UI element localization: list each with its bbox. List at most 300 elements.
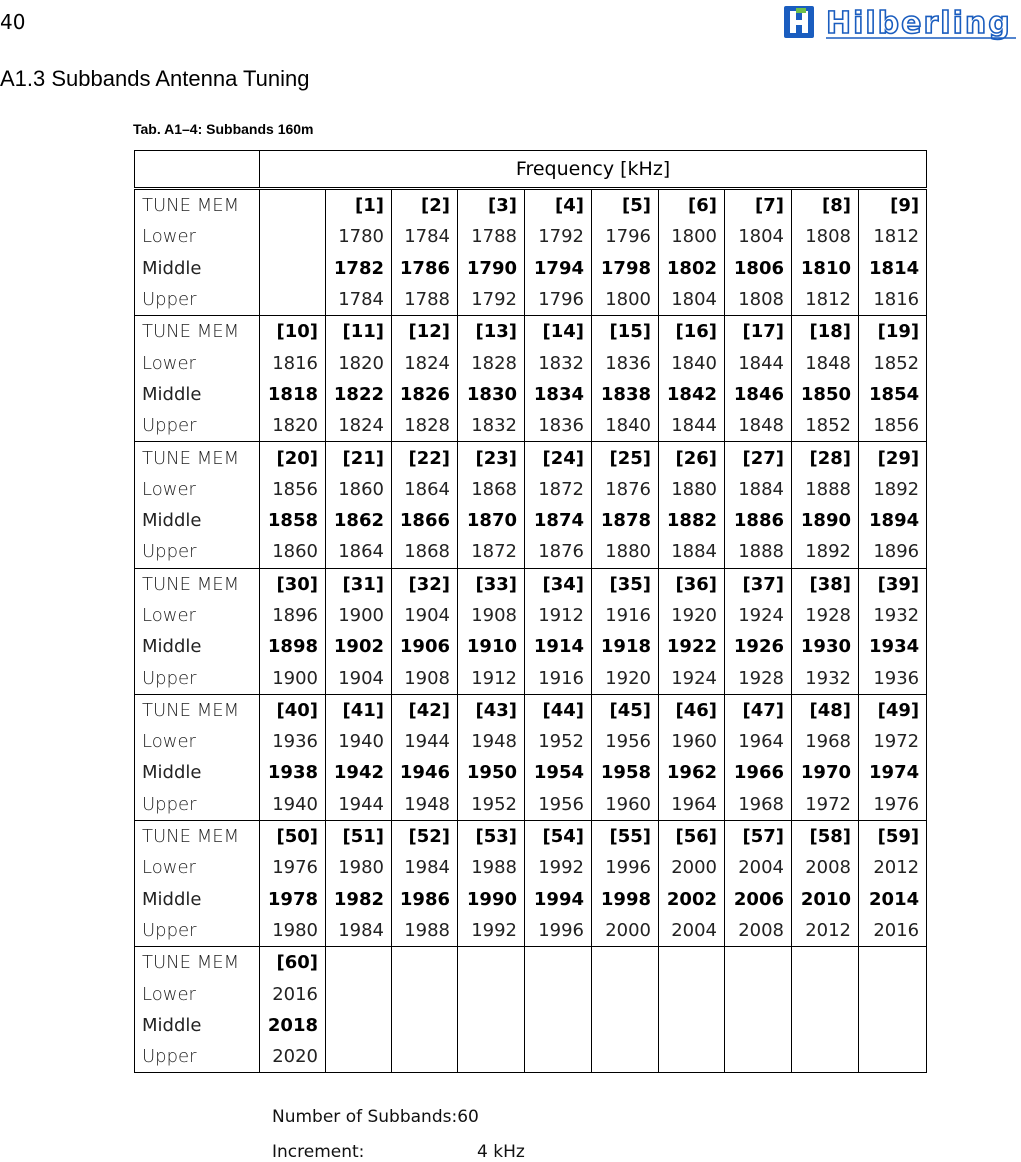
- upper-freq-cell: 2020: [260, 1041, 326, 1073]
- lower-freq-cell: 2000: [659, 852, 725, 883]
- lower-freq-cell: 1972: [859, 726, 927, 757]
- upper-freq-cell: 1972: [792, 789, 859, 821]
- upper-freq-cell: 1812: [792, 284, 859, 316]
- row-label: Lower: [135, 978, 260, 1009]
- header-blank-cell: [135, 151, 260, 189]
- section-title: A1.3 Subbands Antenna Tuning: [0, 66, 310, 91]
- lower-freq-cell: 1932: [859, 600, 927, 631]
- middle-freq-cell: 1858: [260, 505, 326, 536]
- middle-freq-cell: 2014: [859, 884, 927, 915]
- upper-freq-cell: 1948: [392, 789, 458, 821]
- upper-freq-cell: 1852: [792, 410, 859, 442]
- row-label: Upper: [135, 915, 260, 947]
- table-row: [135, 568, 927, 600]
- middle-freq-cell: 1890: [792, 505, 859, 536]
- tune-mem-cell: [28]: [792, 442, 859, 474]
- lower-freq-cell: 1820: [326, 347, 392, 378]
- upper-freq-cell: 1896: [859, 536, 927, 568]
- lower-freq-cell: 1888: [792, 474, 859, 505]
- table-row: [135, 915, 927, 947]
- lower-freq-cell: 1876: [592, 474, 659, 505]
- lower-freq-cell: 1800: [659, 221, 725, 252]
- tune-mem-cell: [326, 947, 392, 979]
- tune-mem-cell: [51]: [326, 820, 392, 852]
- table-row: [135, 947, 927, 979]
- tune-mem-cell: [36]: [659, 568, 725, 600]
- middle-freq-cell: 1990: [458, 884, 525, 915]
- lower-freq-cell: 1852: [859, 347, 927, 378]
- upper-freq-cell: 1996: [525, 915, 592, 947]
- row-label: Upper: [135, 662, 260, 694]
- row-label: Upper: [135, 536, 260, 568]
- middle-freq-cell: 1994: [525, 884, 592, 915]
- upper-freq-cell: 2008: [725, 915, 792, 947]
- tune-mem-cell: [21]: [326, 442, 392, 474]
- row-label: Upper: [135, 284, 260, 316]
- row-label: Lower: [135, 347, 260, 378]
- upper-freq-cell: 1864: [326, 536, 392, 568]
- upper-freq-cell: 1992: [458, 915, 525, 947]
- middle-freq-cell: 1942: [326, 757, 392, 788]
- upper-freq-cell: 1892: [792, 536, 859, 568]
- lower-freq-cell: 1912: [525, 600, 592, 631]
- tune-mem-cell: [4]: [525, 189, 592, 222]
- table-row: [135, 1010, 927, 1041]
- middle-freq-cell: [859, 1010, 927, 1041]
- middle-freq-cell: 1898: [260, 631, 326, 662]
- middle-freq-cell: [458, 1010, 525, 1041]
- table-row: [135, 505, 927, 536]
- upper-freq-cell: 1784: [326, 284, 392, 316]
- lower-freq-cell: 1956: [592, 726, 659, 757]
- row-label: TUNE MEM: [135, 189, 260, 222]
- tune-mem-cell: [13]: [458, 316, 525, 348]
- lower-freq-cell: 1940: [326, 726, 392, 757]
- table-row: [135, 189, 927, 222]
- table-row: [135, 347, 927, 378]
- middle-freq-cell: 1846: [725, 379, 792, 410]
- lower-freq-cell: 1944: [392, 726, 458, 757]
- upper-freq-cell: 1792: [458, 284, 525, 316]
- tune-mem-cell: [27]: [725, 442, 792, 474]
- table-row: [135, 442, 927, 474]
- tune-mem-cell: [12]: [392, 316, 458, 348]
- upper-freq-cell: 1820: [260, 410, 326, 442]
- lower-freq-cell: [392, 978, 458, 1009]
- hilberling-logo: [782, 2, 1020, 42]
- lower-freq-cell: 1856: [260, 474, 326, 505]
- tune-mem-cell: [10]: [260, 316, 326, 348]
- lower-freq-cell: 1884: [725, 474, 792, 505]
- tune-mem-cell: [48]: [792, 694, 859, 726]
- tune-mem-cell: [17]: [725, 316, 792, 348]
- lower-freq-cell: 1788: [458, 221, 525, 252]
- table-row: [135, 253, 927, 284]
- tune-mem-cell: [38]: [792, 568, 859, 600]
- row-label: Middle: [135, 505, 260, 536]
- tune-mem-cell: [46]: [659, 694, 725, 726]
- middle-freq-cell: 1878: [592, 505, 659, 536]
- middle-freq-cell: 1922: [659, 631, 725, 662]
- row-label: Lower: [135, 726, 260, 757]
- upper-freq-cell: 1928: [725, 662, 792, 694]
- middle-freq-cell: [260, 253, 326, 284]
- middle-freq-cell: 1870: [458, 505, 525, 536]
- tune-mem-cell: [859, 947, 927, 979]
- middle-freq-cell: [525, 1010, 592, 1041]
- tune-mem-cell: [42]: [392, 694, 458, 726]
- upper-freq-cell: 1832: [458, 410, 525, 442]
- upper-freq-cell: 1840: [592, 410, 659, 442]
- tune-mem-cell: [18]: [792, 316, 859, 348]
- upper-freq-cell: 2012: [792, 915, 859, 947]
- upper-freq-cell: 1968: [725, 789, 792, 821]
- upper-freq-cell: 1964: [659, 789, 725, 821]
- table-row: [135, 852, 927, 883]
- lower-freq-cell: 1780: [326, 221, 392, 252]
- lower-freq-cell: 1804: [725, 221, 792, 252]
- upper-freq-cell: 1824: [326, 410, 392, 442]
- table-row: [135, 662, 927, 694]
- upper-freq-cell: 1888: [725, 536, 792, 568]
- middle-freq-cell: 1978: [260, 884, 326, 915]
- upper-freq-cell: 1828: [392, 410, 458, 442]
- upper-freq-cell: [392, 1041, 458, 1073]
- middle-freq-cell: 1850: [792, 379, 859, 410]
- tune-mem-cell: [44]: [525, 694, 592, 726]
- upper-freq-cell: 2000: [592, 915, 659, 947]
- middle-freq-cell: 1818: [260, 379, 326, 410]
- tune-mem-cell: [792, 947, 859, 979]
- tune-mem-cell: [5]: [592, 189, 659, 222]
- row-label: TUNE MEM: [135, 820, 260, 852]
- upper-freq-cell: 1900: [260, 662, 326, 694]
- upper-freq-cell: 1944: [326, 789, 392, 821]
- upper-freq-cell: 1936: [859, 662, 927, 694]
- middle-freq-cell: 1834: [525, 379, 592, 410]
- lower-freq-cell: 1784: [392, 221, 458, 252]
- middle-freq-cell: [792, 1010, 859, 1041]
- upper-freq-cell: 1904: [326, 662, 392, 694]
- tune-mem-cell: [14]: [525, 316, 592, 348]
- middle-freq-cell: 1998: [592, 884, 659, 915]
- lower-freq-cell: [458, 978, 525, 1009]
- middle-freq-cell: 2006: [725, 884, 792, 915]
- tune-mem-cell: [26]: [659, 442, 725, 474]
- upper-freq-cell: 1960: [592, 789, 659, 821]
- tune-mem-cell: [43]: [458, 694, 525, 726]
- middle-freq-cell: 1786: [392, 253, 458, 284]
- tune-mem-cell: [11]: [326, 316, 392, 348]
- tune-mem-cell: [24]: [525, 442, 592, 474]
- table-row: [135, 1041, 927, 1073]
- lower-freq-cell: [792, 978, 859, 1009]
- tune-mem-cell: [30]: [260, 568, 326, 600]
- lower-freq-cell: 1900: [326, 600, 392, 631]
- lower-freq-cell: [260, 221, 326, 252]
- lower-freq-cell: [725, 978, 792, 1009]
- row-label: Upper: [135, 789, 260, 821]
- upper-freq-cell: 1940: [260, 789, 326, 821]
- upper-freq-cell: [260, 284, 326, 316]
- row-label: TUNE MEM: [135, 568, 260, 600]
- middle-freq-cell: 1966: [725, 757, 792, 788]
- upper-freq-cell: 1868: [392, 536, 458, 568]
- row-label: Middle: [135, 757, 260, 788]
- middle-freq-cell: 1806: [725, 253, 792, 284]
- tune-mem-cell: [7]: [725, 189, 792, 222]
- row-label: Lower: [135, 600, 260, 631]
- row-label: Upper: [135, 1041, 260, 1073]
- tune-mem-cell: [6]: [659, 189, 725, 222]
- tune-mem-cell: [56]: [659, 820, 725, 852]
- middle-freq-cell: 1862: [326, 505, 392, 536]
- tune-mem-cell: [2]: [392, 189, 458, 222]
- tune-mem-cell: [392, 947, 458, 979]
- row-label: Middle: [135, 1010, 260, 1041]
- lower-freq-cell: [592, 978, 659, 1009]
- tune-mem-cell: [58]: [792, 820, 859, 852]
- upper-freq-cell: 1984: [326, 915, 392, 947]
- lower-freq-cell: [659, 978, 725, 1009]
- upper-freq-cell: 1836: [525, 410, 592, 442]
- lower-freq-cell: 2012: [859, 852, 927, 883]
- upper-freq-cell: [792, 1041, 859, 1073]
- table-row: [135, 726, 927, 757]
- tune-mem-cell: [725, 947, 792, 979]
- table-row: [135, 410, 927, 442]
- upper-freq-cell: 1856: [859, 410, 927, 442]
- upper-freq-cell: 2004: [659, 915, 725, 947]
- tune-mem-cell: [35]: [592, 568, 659, 600]
- lower-freq-cell: 1860: [326, 474, 392, 505]
- table-row: [135, 221, 927, 252]
- frequency-header: Frequency [kHz]: [260, 151, 927, 189]
- middle-freq-cell: 1962: [659, 757, 725, 788]
- tune-mem-cell: [23]: [458, 442, 525, 474]
- middle-freq-cell: 1986: [392, 884, 458, 915]
- tune-mem-cell: [59]: [859, 820, 927, 852]
- tune-mem-cell: [32]: [392, 568, 458, 600]
- middle-freq-cell: 1886: [725, 505, 792, 536]
- table-row: [135, 284, 927, 316]
- subbands-table: [134, 150, 927, 1073]
- upper-freq-cell: 1816: [859, 284, 927, 316]
- lower-freq-cell: 2008: [792, 852, 859, 883]
- middle-freq-cell: 1982: [326, 884, 392, 915]
- tune-mem-cell: [41]: [326, 694, 392, 726]
- upper-freq-cell: 1800: [592, 284, 659, 316]
- middle-freq-cell: [326, 1010, 392, 1041]
- tune-mem-cell: [57]: [725, 820, 792, 852]
- upper-freq-cell: 1848: [725, 410, 792, 442]
- tune-mem-cell: [47]: [725, 694, 792, 726]
- lower-freq-cell: 1816: [260, 347, 326, 378]
- upper-freq-cell: [859, 1041, 927, 1073]
- middle-freq-cell: 2018: [260, 1010, 326, 1041]
- middle-freq-cell: 1934: [859, 631, 927, 662]
- upper-freq-cell: 1924: [659, 662, 725, 694]
- svg-text:Hilberling: Hilberling: [826, 6, 1012, 41]
- upper-freq-cell: 1808: [725, 284, 792, 316]
- middle-freq-cell: [659, 1010, 725, 1041]
- tune-mem-cell: [25]: [592, 442, 659, 474]
- upper-freq-cell: 1860: [260, 536, 326, 568]
- tune-mem-cell: [33]: [458, 568, 525, 600]
- subbands-count-value: 60: [457, 1107, 479, 1127]
- tune-mem-cell: [52]: [392, 820, 458, 852]
- middle-freq-cell: 1798: [592, 253, 659, 284]
- tune-mem-cell: [19]: [859, 316, 927, 348]
- upper-freq-cell: 1796: [525, 284, 592, 316]
- subbands-count-line: [272, 1107, 479, 1127]
- tune-mem-cell: [20]: [260, 442, 326, 474]
- upper-freq-cell: 1916: [525, 662, 592, 694]
- upper-freq-cell: 1876: [525, 536, 592, 568]
- middle-freq-cell: 2002: [659, 884, 725, 915]
- middle-freq-cell: 1958: [592, 757, 659, 788]
- lower-freq-cell: 1832: [525, 347, 592, 378]
- table-row: [135, 474, 927, 505]
- middle-freq-cell: 1822: [326, 379, 392, 410]
- middle-freq-cell: 1930: [792, 631, 859, 662]
- table-row: [135, 536, 927, 568]
- lower-freq-cell: 1924: [725, 600, 792, 631]
- tune-mem-cell: [1]: [326, 189, 392, 222]
- upper-freq-cell: [592, 1041, 659, 1073]
- lower-freq-cell: 1844: [725, 347, 792, 378]
- middle-freq-cell: 1938: [260, 757, 326, 788]
- middle-freq-cell: 1954: [525, 757, 592, 788]
- upper-freq-cell: 1844: [659, 410, 725, 442]
- lower-freq-cell: 1896: [260, 600, 326, 631]
- table-row: [135, 694, 927, 726]
- middle-freq-cell: 1946: [392, 757, 458, 788]
- middle-freq-cell: 1970: [792, 757, 859, 788]
- upper-freq-cell: 1908: [392, 662, 458, 694]
- lower-freq-cell: 1984: [392, 852, 458, 883]
- tune-mem-cell: [60]: [260, 947, 326, 979]
- lower-freq-cell: 1908: [458, 600, 525, 631]
- upper-freq-cell: 1788: [392, 284, 458, 316]
- middle-freq-cell: 2010: [792, 884, 859, 915]
- upper-freq-cell: 1884: [659, 536, 725, 568]
- middle-freq-cell: 1914: [525, 631, 592, 662]
- lower-freq-cell: [525, 978, 592, 1009]
- row-label: Middle: [135, 884, 260, 915]
- middle-freq-cell: 1882: [659, 505, 725, 536]
- lower-freq-cell: 1936: [260, 726, 326, 757]
- upper-freq-cell: 1980: [260, 915, 326, 947]
- upper-freq-cell: 1976: [859, 789, 927, 821]
- lower-freq-cell: 1796: [592, 221, 659, 252]
- table-row: [135, 978, 927, 1009]
- upper-freq-cell: 1952: [458, 789, 525, 821]
- lower-freq-cell: 1916: [592, 600, 659, 631]
- upper-freq-cell: [659, 1041, 725, 1073]
- lower-freq-cell: 1920: [659, 600, 725, 631]
- middle-freq-cell: 1854: [859, 379, 927, 410]
- table-row: [135, 600, 927, 631]
- middle-freq-cell: 1906: [392, 631, 458, 662]
- table-row: [135, 316, 927, 348]
- middle-freq-cell: 1926: [725, 631, 792, 662]
- middle-freq-cell: 1866: [392, 505, 458, 536]
- upper-freq-cell: [525, 1041, 592, 1073]
- table-row: [135, 884, 927, 915]
- tune-mem-cell: [53]: [458, 820, 525, 852]
- lower-freq-cell: 1864: [392, 474, 458, 505]
- lower-freq-cell: [859, 978, 927, 1009]
- middle-freq-cell: 1814: [859, 253, 927, 284]
- row-label: Lower: [135, 852, 260, 883]
- lower-freq-cell: 1980: [326, 852, 392, 883]
- tune-mem-cell: [458, 947, 525, 979]
- lower-freq-cell: [326, 978, 392, 1009]
- row-label: TUNE MEM: [135, 316, 260, 348]
- lower-freq-cell: 1988: [458, 852, 525, 883]
- row-label: Middle: [135, 253, 260, 284]
- middle-freq-cell: 1810: [792, 253, 859, 284]
- middle-freq-cell: 1918: [592, 631, 659, 662]
- middle-freq-cell: 1794: [525, 253, 592, 284]
- middle-freq-cell: 1902: [326, 631, 392, 662]
- lower-freq-cell: 1960: [659, 726, 725, 757]
- tune-mem-cell: [525, 947, 592, 979]
- tune-mem-cell: [22]: [392, 442, 458, 474]
- increment-value: 4 kHz: [477, 1142, 525, 1162]
- middle-freq-cell: 1894: [859, 505, 927, 536]
- lower-freq-cell: 1828: [458, 347, 525, 378]
- row-label: TUNE MEM: [135, 694, 260, 726]
- lower-freq-cell: 1824: [392, 347, 458, 378]
- lower-freq-cell: 1964: [725, 726, 792, 757]
- lower-freq-cell: 1848: [792, 347, 859, 378]
- upper-freq-cell: 1804: [659, 284, 725, 316]
- lower-freq-cell: 1812: [859, 221, 927, 252]
- lower-freq-cell: 1792: [525, 221, 592, 252]
- table-row: [135, 789, 927, 821]
- table-row: [135, 379, 927, 410]
- lower-freq-cell: 1840: [659, 347, 725, 378]
- row-label: Lower: [135, 221, 260, 252]
- upper-freq-cell: 1880: [592, 536, 659, 568]
- tune-mem-cell: [49]: [859, 694, 927, 726]
- middle-freq-cell: 1830: [458, 379, 525, 410]
- tune-mem-cell: [50]: [260, 820, 326, 852]
- upper-freq-cell: 1988: [392, 915, 458, 947]
- lower-freq-cell: 1948: [458, 726, 525, 757]
- middle-freq-cell: [392, 1010, 458, 1041]
- lower-freq-cell: 1872: [525, 474, 592, 505]
- middle-freq-cell: 1838: [592, 379, 659, 410]
- middle-freq-cell: 1790: [458, 253, 525, 284]
- tune-mem-cell: [39]: [859, 568, 927, 600]
- middle-freq-cell: 1874: [525, 505, 592, 536]
- row-label: TUNE MEM: [135, 442, 260, 474]
- upper-freq-cell: 1872: [458, 536, 525, 568]
- middle-freq-cell: 1802: [659, 253, 725, 284]
- upper-freq-cell: 1912: [458, 662, 525, 694]
- row-label: Middle: [135, 379, 260, 410]
- tune-mem-cell: [260, 189, 326, 222]
- middle-freq-cell: 1950: [458, 757, 525, 788]
- lower-freq-cell: 1904: [392, 600, 458, 631]
- lower-freq-cell: 2004: [725, 852, 792, 883]
- lower-freq-cell: 1868: [458, 474, 525, 505]
- lower-freq-cell: 2016: [260, 978, 326, 1009]
- lower-freq-cell: 1928: [792, 600, 859, 631]
